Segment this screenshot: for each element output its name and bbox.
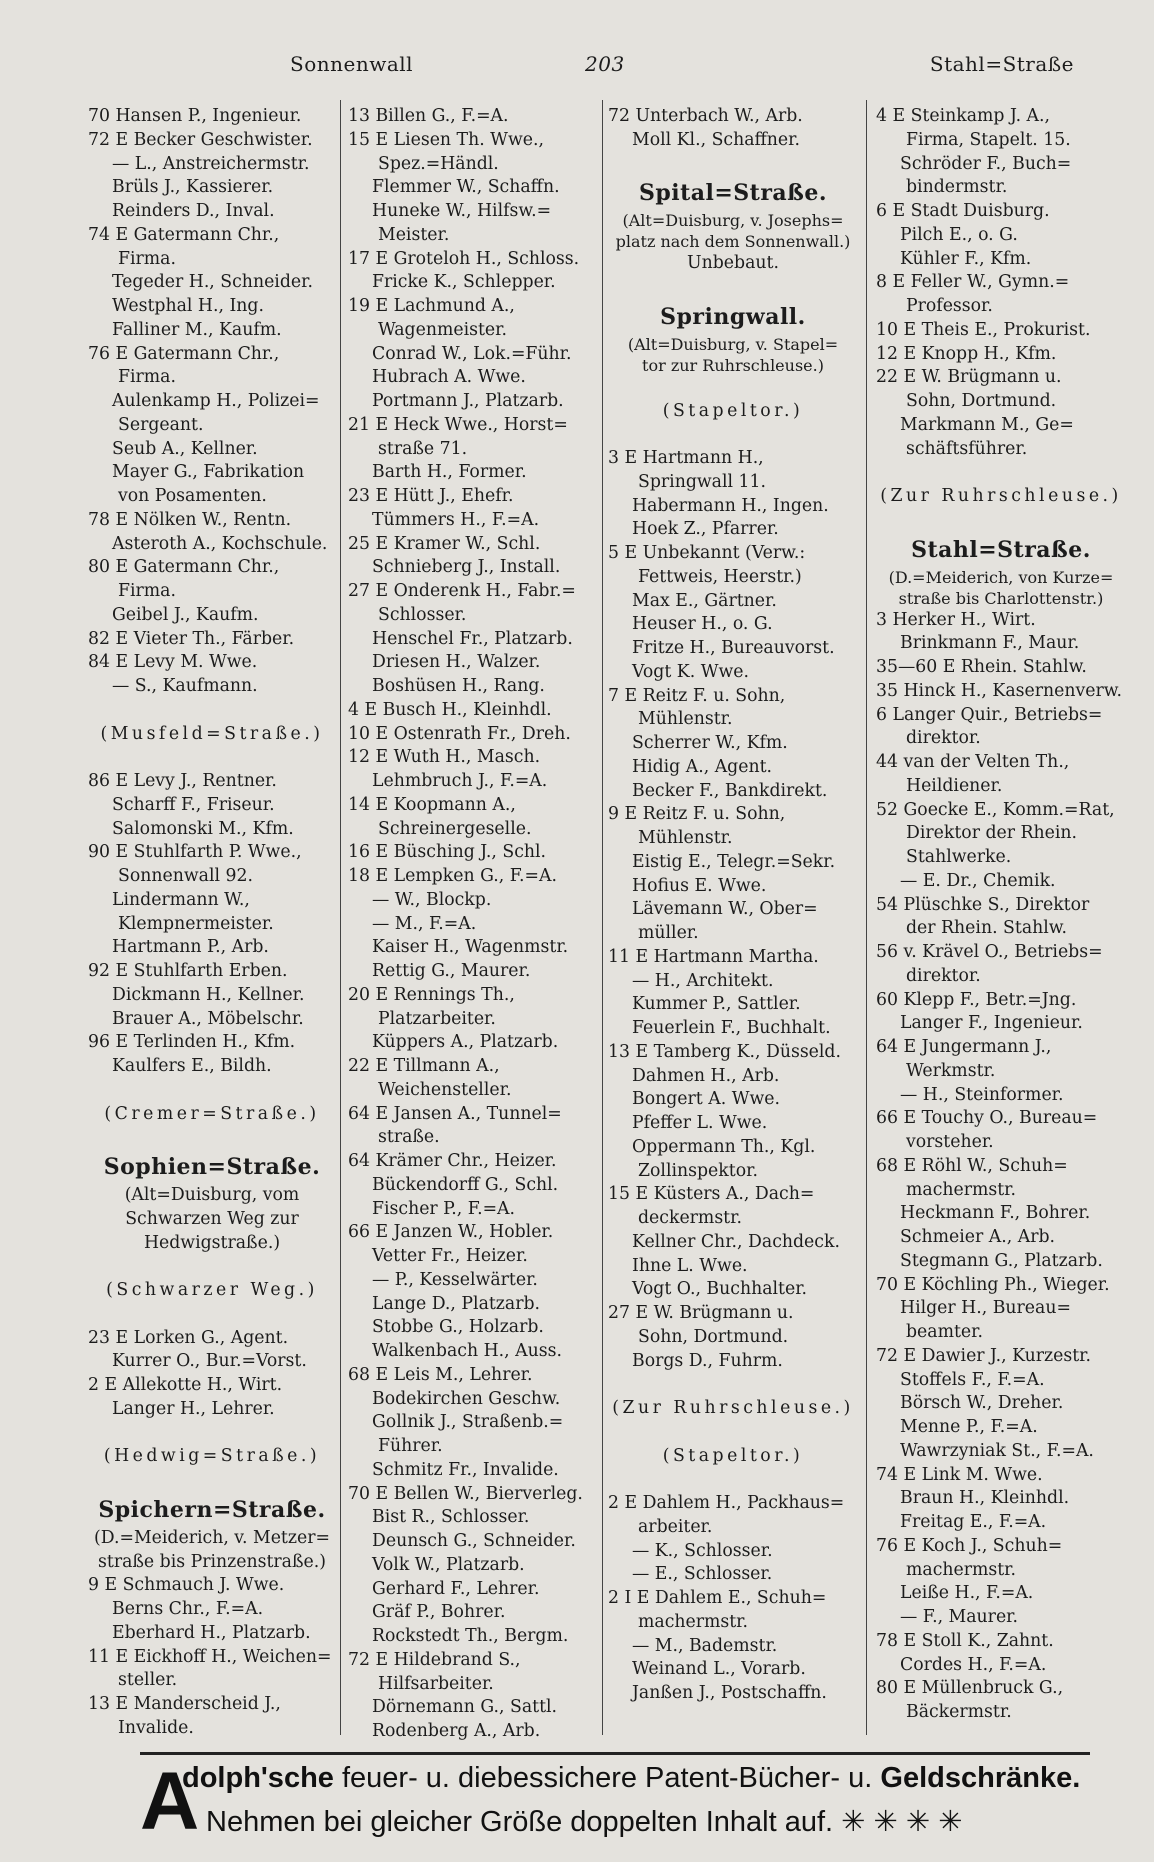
- directory-entry: Salomonski M., Kfm.: [112, 818, 294, 839]
- directory-entry: 44 van der Velten Th.,: [876, 752, 1070, 772]
- street-description: straße bis Charlottenstr.): [898, 588, 1104, 608]
- directory-entry: Janßen J., Postschaffn.: [632, 1683, 827, 1703]
- directory-entry: — L., Anstreichermstr.: [112, 153, 310, 174]
- directory-entry: — E., Schlosser.: [632, 1564, 773, 1585]
- directory-entry: Tegeder H., Schneider.: [112, 272, 313, 293]
- directory-entry: Berns Chr., F.=A.: [112, 1599, 264, 1619]
- directory-entry: Pilch E., o. G.: [900, 224, 1018, 245]
- directory-entry: 20 E Rennings Th.,: [348, 984, 515, 1005]
- directory-entry: 4 E Busch H., Kleinhdl.: [348, 699, 552, 720]
- directory-entry: Hoek Z., Pfarrer.: [632, 519, 779, 540]
- directory-entry: Pfeffer L. Wwe.: [632, 1113, 768, 1133]
- directory-entry: 70 E Bellen W., Bierverleg.: [348, 1483, 583, 1504]
- spacer: [88, 699, 336, 723]
- directory-entry: 2 E Allekotte H., Wirt.: [88, 1375, 283, 1395]
- directory-entry: 9 E Reitz F. u. Sohn,: [608, 804, 786, 825]
- directory-entry: — K., Schlosser.: [632, 1540, 773, 1561]
- directory-entry: Mühlenstr.: [638, 709, 733, 730]
- directory-entry: Kurrer O., Bur.=Vorst.: [112, 1351, 307, 1372]
- directory-entry: Firma, Stapelt. 15.: [906, 129, 1071, 150]
- directory-entry: Schreinergeselle.: [378, 818, 532, 839]
- spacer: [876, 461, 1126, 485]
- street-description: (D.=Meiderich, von Kurze=: [888, 567, 1114, 587]
- directory-entry: — H., Steinformer.: [900, 1084, 1064, 1105]
- directory-entry: Barth H., Former.: [372, 462, 527, 483]
- spacer: [88, 1303, 336, 1327]
- directory-entry: machermstr.: [638, 1611, 749, 1632]
- advert-product: feuer- u. diebessichere Patent-Bücher- u.: [333, 1762, 881, 1794]
- directory-entry: 35 Hinck H., Kasernenverw.: [876, 680, 1122, 701]
- directory-entry: — P., Kesselwärter.: [372, 1269, 538, 1290]
- street-description: straße bis Prinzenstraße.): [98, 1551, 326, 1572]
- directory-entry: Deunsch G., Schneider.: [372, 1531, 576, 1551]
- street-heading: Spital=Straße.: [638, 180, 828, 207]
- directory-entry: Eberhard H., Platzarb.: [112, 1622, 311, 1643]
- column-divider: [340, 100, 341, 1735]
- directory-entry: Aulenkamp H., Polizei=: [112, 391, 320, 411]
- directory-entry: Schröder F., Buch=: [900, 153, 1072, 174]
- directory-entry: Brüls J., Kassierer.: [112, 177, 274, 198]
- directory-entry: 15 E Liesen Th. Wwe.,: [348, 129, 544, 150]
- cross-street-label: (Schwarzer Weg.): [106, 1280, 318, 1300]
- directory-entry: 14 E Koopmann A.,: [348, 794, 516, 815]
- directory-entry: 22 E W. Brügmann u.: [876, 367, 1062, 388]
- directory-entry: 64 Krämer Chr., Heizer.: [348, 1151, 557, 1171]
- advert-company: dolph'sche: [182, 1762, 334, 1794]
- directory-entry: 23 E Lorken G., Agent.: [88, 1327, 289, 1348]
- directory-entry: 10 E Theis E., Prokurist.: [876, 319, 1091, 340]
- directory-entry: 86 E Levy J., Rentner.: [88, 771, 277, 791]
- column-4: [876, 105, 1126, 1725]
- directory-entry: Dickmann H., Kellner.: [112, 984, 305, 1005]
- directory-entry: Direktor der Rhein.: [906, 823, 1078, 844]
- street-description: Unbebaut.: [687, 253, 779, 274]
- directory-entry: Volk W., Platzarb.: [372, 1554, 525, 1575]
- directory-entry: 72 E Becker Geschwister.: [88, 129, 313, 150]
- street-description: (Alt=Duisburg, v. Josephs=: [622, 211, 844, 231]
- directory-entry: Gollnik J., Straßenb.=: [372, 1412, 564, 1433]
- directory-entry: — H., Architekt.: [632, 970, 774, 991]
- directory-entry: Portmann J., Platzarb.: [372, 391, 564, 411]
- directory-entry: Spez.=Händl.: [378, 153, 499, 174]
- directory-entry: 3 Herker H., Wirt.: [876, 609, 1036, 630]
- directory-entry: Hidig A., Agent.: [632, 756, 773, 777]
- cross-street-label: (Stapeltor.): [662, 400, 804, 421]
- spacer: [88, 1422, 336, 1446]
- directory-entry: Vogt O., Buchhalter.: [632, 1279, 808, 1300]
- directory-entry: Tümmers H., F.=A.: [372, 509, 540, 530]
- directory-entry: Platzarbeiter.: [378, 1008, 496, 1029]
- directory-entry: Firma.: [118, 581, 176, 601]
- directory-entry: 80 E Müllenbruck G.,: [876, 1678, 1064, 1699]
- directory-entry: straße.: [378, 1127, 440, 1148]
- directory-entry: 82 E Vieter Th., Färber.: [88, 628, 295, 649]
- header-right-street: Stahl=Straße: [929, 52, 1074, 76]
- directory-entry: 64 E Jungermann J.,: [876, 1037, 1052, 1057]
- directory-entry: 92 E Stuhlfarth Erben.: [88, 961, 288, 981]
- street-description: Hedwigstraße.): [143, 1232, 281, 1253]
- directory-entry: Hartmann P., Arb.: [112, 937, 269, 958]
- spacer: [608, 423, 858, 447]
- directory-entry: Markmann M., Ge=: [900, 414, 1074, 435]
- directory-entry: Wawrzyniak St., F.=A.: [900, 1440, 1094, 1461]
- directory-entry: Henschel Fr., Platzarb.: [372, 628, 573, 649]
- directory-entry: Bodekirchen Geschw.: [372, 1388, 561, 1409]
- column-divider: [602, 100, 603, 1735]
- directory-entry: 54 Plüschke S., Direktor: [876, 894, 1090, 915]
- directory-entry: Firma.: [118, 367, 176, 388]
- directory-entry: Oppermann Th., Kgl.: [632, 1136, 816, 1157]
- directory-entry: 11 E Hartmann Martha.: [608, 946, 819, 967]
- directory-entry: Invalide.: [118, 1717, 194, 1738]
- directory-entry: Firma.: [118, 248, 176, 269]
- directory-entry: 6 Langer Quir., Betriebs=: [876, 704, 1103, 725]
- directory-entry: Bongert A. Wwe.: [632, 1089, 780, 1110]
- directory-entry: Dahmen H., Arb.: [632, 1065, 780, 1086]
- spacer: [88, 1079, 336, 1103]
- directory-entry: Fischer P., F.=A.: [372, 1198, 516, 1219]
- directory-entry: Rockstedt Th., Bergm.: [372, 1626, 569, 1646]
- directory-entry: Flemmer W., Schaffn.: [372, 177, 560, 198]
- directory-entry: 17 E Groteloh H., Schloss.: [348, 248, 580, 269]
- directory-entry: Schmeier A., Arb.: [900, 1227, 1056, 1247]
- directory-entry: 78 E Stoll K., Zahnt.: [876, 1630, 1054, 1651]
- page-number: 203: [585, 52, 625, 76]
- directory-entry: 2 I E Dahlem E., Schuh=: [608, 1588, 827, 1608]
- directory-entry: Geibel J., Kaufm.: [112, 604, 259, 625]
- street-description: platz nach dem Sonnenwall.): [615, 232, 851, 252]
- directory-entry: Springwall 11.: [638, 471, 767, 492]
- directory-entry: Klempnermeister.: [118, 913, 274, 934]
- directory-entry: direktor.: [906, 965, 981, 986]
- spacer: [608, 1373, 858, 1397]
- directory-entry: direktor.: [906, 728, 981, 749]
- directory-entry: Bückendorff G., Schl.: [372, 1174, 559, 1195]
- directory-entry: Mühlenstr.: [638, 828, 733, 848]
- directory-entry: Stobbe G., Holzarb.: [372, 1317, 544, 1338]
- directory-entry: Sergeant.: [118, 414, 204, 435]
- directory-entry: Dörnemann G., Sattl.: [372, 1697, 558, 1718]
- directory-entry: Führer.: [378, 1436, 443, 1456]
- directory-entry: Stahlwerke.: [906, 847, 1012, 867]
- directory-entry: 19 E Lachmund A.,: [348, 296, 515, 316]
- directory-entry: 12 E Knopp H., Kfm.: [876, 343, 1057, 364]
- directory-entry: Bist R., Schlosser.: [372, 1507, 530, 1528]
- directory-entry: 52 Goecke E., Komm.=Rat,: [876, 799, 1115, 820]
- directory-entry: Boshüsen H., Rang.: [372, 676, 545, 696]
- directory-entry: machermstr.: [906, 1559, 1017, 1580]
- directory-entry: müller.: [638, 923, 699, 943]
- directory-entry: 6 E Stadt Duisburg.: [876, 201, 1050, 221]
- directory-entry: Sohn, Dortmund.: [638, 1326, 789, 1347]
- directory-entry: Seub A., Kellner.: [112, 438, 258, 459]
- directory-entry: 9 E Schmauch J. Wwe.: [88, 1575, 285, 1596]
- directory-entry: Stoffels F., F.=A.: [900, 1369, 1045, 1390]
- directory-entry: 18 E Lempken G., F.=A.: [348, 866, 557, 886]
- street-description: (Alt=Duisburg, vom: [124, 1185, 300, 1205]
- street-description: Schwarzen Weg zur: [125, 1208, 299, 1229]
- cross-street-label: (Zur Ruhrschleuse.): [612, 1398, 854, 1418]
- directory-entry: Falliner M., Kaufm.: [112, 319, 282, 340]
- directory-entry: straße 71.: [378, 438, 468, 459]
- page-header: [90, 52, 1074, 92]
- directory-entry: 22 E Tillmann A.,: [348, 1056, 500, 1076]
- directory-entry: 25 E Kramer W., Schl.: [348, 533, 541, 554]
- directory-entry: 66 E Touchy O., Bureau=: [876, 1108, 1098, 1129]
- directory-entry: 66 E Janzen W., Hobler.: [348, 1222, 554, 1243]
- advert-initial: A: [140, 1756, 200, 1847]
- directory-entry: Fritze H., Bureauvorst.: [632, 638, 835, 658]
- directory-entry: Eistig E., Telegr.=Sekr.: [632, 851, 836, 872]
- directory-entry: 21 E Heck Wwe., Horst=: [348, 414, 568, 435]
- directory-entry: Langer H., Lehrer.: [112, 1398, 275, 1419]
- directory-entry: Kühler F., Kfm.: [900, 248, 1032, 269]
- directory-entry: Scharff F., Friseur.: [112, 794, 275, 815]
- directory-entry: Hilger H., Bureau=: [900, 1298, 1071, 1319]
- directory-entry: Heuser H., o. G.: [632, 614, 773, 635]
- directory-entry: Vogt K. Wwe.: [632, 661, 749, 682]
- directory-entry: — M., Bademstr.: [632, 1635, 778, 1656]
- directory-entry: 13 E Manderscheid J.,: [88, 1694, 281, 1714]
- advert-line-1: [182, 1762, 1080, 1795]
- directory-entry: 74 E Link M. Wwe.: [876, 1464, 1043, 1485]
- directory-entry: 76 E Gatermann Chr.,: [88, 343, 280, 364]
- directory-entry: 27 E Onderenk H., Fabr.=: [348, 581, 576, 601]
- street-heading: Springwall.: [660, 303, 806, 330]
- spacer: [608, 276, 858, 300]
- column-1: [88, 105, 336, 1741]
- directory-entry: steller.: [118, 1670, 178, 1691]
- spacer: [88, 746, 336, 770]
- directory-entry: Fettweis, Heerstr.): [638, 566, 802, 587]
- directory-entry: Kaulfers E., Bildh.: [112, 1056, 272, 1076]
- directory-entry: 72 Unterbach W., Arb.: [608, 106, 803, 126]
- directory-entry: Ihne L. Wwe.: [632, 1255, 748, 1276]
- directory-entry: Asteroth A., Kochschule.: [112, 533, 328, 554]
- spacer: [608, 1421, 858, 1445]
- spacer: [88, 1255, 336, 1279]
- directory-entry: Conrad W., Lok.=Führ.: [372, 343, 572, 364]
- directory-entry: Langer F., Ingenieur.: [900, 1013, 1083, 1034]
- directory-entry: Schnieberg J., Install.: [372, 557, 561, 578]
- directory-entry: Fricke K., Schlepper.: [372, 272, 556, 293]
- directory-entry: 72 E Hildebrand S.,: [348, 1649, 521, 1670]
- directory-entry: Bäckermstr.: [906, 1702, 1012, 1722]
- directory-entry: 12 E Wuth H., Masch.: [348, 747, 541, 768]
- directory-entry: Leiße H., F.=A.: [900, 1583, 1034, 1604]
- directory-entry: Lehmbruch J., F.=A.: [372, 771, 548, 791]
- directory-entry: Küppers A., Platzarb.: [372, 1032, 559, 1053]
- directory-entry: Brinkmann F., Maur.: [900, 633, 1080, 654]
- directory-entry: Sonnenwall 92.: [118, 866, 253, 886]
- column-3: [608, 105, 858, 1706]
- directory-entry: Becker F., Bankdirekt.: [632, 780, 828, 801]
- directory-entry: Kummer P., Sattler.: [632, 994, 801, 1015]
- advert-line-2: Nehmen bei gleicher Größe doppelten Inhalt auf. ✳ ✳ ✳ ✳: [206, 1806, 963, 1838]
- directory-entry: Gerhard F., Lehrer.: [372, 1578, 540, 1599]
- directory-entry: 64 E Jansen A., Tunnel=: [348, 1103, 562, 1124]
- directory-entry: Mayer G., Fabrikation: [112, 462, 305, 483]
- directory-entry: machermstr.: [906, 1179, 1017, 1200]
- directory-entry: 68 E Leis M., Lehrer.: [348, 1364, 533, 1385]
- directory-entry: Westphal H., Ing.: [112, 296, 264, 316]
- directory-entry: Hubrach A. Wwe.: [372, 367, 526, 388]
- directory-entry: 78 E Nölken W., Rentn.: [88, 509, 292, 530]
- directory-entry: Lange D., Platzarb.: [372, 1293, 541, 1314]
- directory-entry: Gräf P., Bohrer.: [372, 1602, 506, 1623]
- directory-entry: 11 E Eickhoff H., Weichen=: [88, 1646, 332, 1667]
- directory-entry: 2 E Dahlem H., Packhaus=: [608, 1493, 845, 1513]
- directory-entry: — M., F.=A.: [372, 913, 477, 934]
- directory-entry: Braun H., Kleinhdl.: [900, 1488, 1070, 1509]
- directory-entry: Freitag E., F.=A.: [900, 1512, 1047, 1532]
- spacer: [608, 1468, 858, 1492]
- directory-entry: Professor.: [906, 296, 993, 316]
- directory-entry: Börsch W., Dreher.: [900, 1393, 1064, 1414]
- directory-entry: deckermstr.: [638, 1208, 742, 1228]
- directory-entry: 3 E Hartmann H.,: [608, 448, 764, 468]
- street-heading: Stahl=Straße.: [911, 536, 1091, 563]
- directory-entry: Hilfsarbeiter.: [378, 1673, 494, 1694]
- directory-entry: 5 E Unbekannt (Verw.:: [608, 543, 806, 563]
- directory-entry: 15 E Küsters A., Dach=: [608, 1184, 815, 1205]
- cross-street-label: (Hedwig=Straße.): [103, 1446, 321, 1467]
- directory-entry: Werkmstr.: [906, 1060, 996, 1081]
- directory-entry: Zollinspektor.: [638, 1160, 758, 1181]
- directory-entry: Kaiser H., Wagenmstr.: [372, 937, 569, 958]
- directory-entry: 76 E Koch J., Schuh=: [876, 1535, 1063, 1556]
- street-description: (D.=Meiderich, v. Metzer=: [94, 1527, 330, 1548]
- directory-entry: 68 E Röhl W., Schuh=: [876, 1155, 1068, 1176]
- directory-entry: 74 E Gatermann Chr.,: [88, 224, 280, 245]
- advert-product-bold: Geldschränke.: [880, 1762, 1081, 1794]
- directory-entry: Lävemann W., Ober=: [632, 899, 818, 920]
- directory-entry: 4 E Steinkamp J. A.,: [876, 106, 1051, 126]
- spacer: [88, 1469, 336, 1493]
- directory-entry: — W., Blockp.: [372, 889, 492, 910]
- directory-entry: 23 E Hütt J., Ehefr.: [348, 486, 514, 506]
- directory-entry: Schlosser.: [378, 604, 467, 625]
- directory-entry: — E. Dr., Chemik.: [900, 870, 1056, 891]
- directory-entry: 72 E Dawier J., Kurzestr.: [876, 1345, 1092, 1366]
- directory-entry: schäftsführer.: [906, 438, 1028, 459]
- directory-entry: 56 v. Krävel O., Betriebs=: [876, 942, 1103, 962]
- directory-entry: Driesen H., Walzer.: [372, 652, 541, 673]
- spacer: [608, 153, 858, 177]
- directory-entry: 27 E W. Brügmann u.: [608, 1303, 794, 1323]
- directory-entry: von Posamenten.: [118, 486, 267, 506]
- spacer: [608, 376, 858, 400]
- directory-entry: 60 Klepp F., Betr.=Jng.: [876, 989, 1077, 1010]
- directory-entry: Heildiener.: [906, 775, 1003, 796]
- directory-entry: Brauer A., Möbelschr.: [112, 1008, 304, 1029]
- street-description: (Alt=Duisburg, v. Stapel=: [627, 334, 839, 354]
- directory-entry: Borgs D., Fuhrm.: [632, 1350, 783, 1371]
- directory-entry: 16 E Büsching J., Schl.: [348, 842, 547, 863]
- directory-entry: — F., Maurer.: [900, 1607, 1019, 1627]
- directory-entry: 8 E Feller W., Gymn.=: [876, 272, 1070, 293]
- directory-entry: Kellner Chr., Dachdeck.: [632, 1231, 840, 1252]
- advert-rule: [140, 1752, 1090, 1755]
- directory-entry: Cordes H., F.=A.: [900, 1654, 1047, 1675]
- spacer: [88, 1126, 336, 1150]
- street-heading: Spichern=Straße.: [98, 1496, 326, 1523]
- directory-entry: 10 E Ostenrath Fr., Dreh.: [348, 723, 571, 744]
- directory-entry: Rettig G., Maurer.: [372, 961, 531, 981]
- spacer: [876, 509, 1126, 533]
- directory-entry: Vetter Fr., Heizer.: [372, 1246, 528, 1266]
- directory-entry: Feuerlein F., Buchhalt.: [632, 1018, 831, 1038]
- directory-entry: — S., Kaufmann.: [112, 676, 258, 696]
- directory-entry: Heckmann F., Bohrer.: [900, 1203, 1091, 1224]
- directory-entry: 84 E Levy M. Wwe.: [88, 652, 258, 673]
- directory-entry: 35—60 E Rhein. Stahlw.: [876, 657, 1087, 677]
- directory-entry: 7 E Reitz F. u. Sohn,: [608, 685, 786, 706]
- directory-entry: Menne P., F.=A.: [900, 1417, 1038, 1437]
- directory-entry: 13 E Tamberg K., Düsseld.: [608, 1041, 841, 1062]
- directory-entry: Weinand L., Vorarb.: [632, 1659, 806, 1680]
- directory-entry: 80 E Gatermann Chr.,: [88, 557, 280, 578]
- directory-entry: Walkenbach H., Auss.: [372, 1341, 562, 1361]
- directory-entry: Scherrer W., Kfm.: [632, 733, 788, 753]
- directory-entry: 96 E Terlinden H., Kfm.: [88, 1032, 296, 1053]
- directory-entry: Rodenberg A., Arb.: [372, 1721, 541, 1741]
- column-2: [348, 105, 598, 1744]
- directory-entry: Sohn, Dortmund.: [906, 391, 1057, 411]
- directory-entry: 70 E Köchling Ph., Wieger.: [876, 1274, 1110, 1295]
- directory-entry: 70 Hansen P., Ingenieur.: [88, 106, 302, 126]
- directory-entry: 90 E Stuhlfarth P. Wwe.,: [88, 842, 302, 863]
- directory-entry: beamter.: [906, 1322, 984, 1342]
- directory-entry: Huneke W., Hilfsw.=: [372, 201, 552, 221]
- directory-entry: Stegmann G., Platzarb.: [900, 1250, 1103, 1271]
- cross-street-label: (Stapeltor.): [662, 1445, 804, 1466]
- directory-entry: bindermstr.: [906, 177, 1008, 198]
- street-heading: Sophien=Straße.: [103, 1154, 321, 1180]
- directory-entry: Meister.: [378, 224, 450, 245]
- cross-street-label: (Zur Ruhrschleuse.): [880, 486, 1122, 506]
- directory-entry: arbeiter.: [638, 1516, 713, 1537]
- header-left-street: Sonnenwall: [290, 52, 414, 76]
- directory-entry: Reinders D., Inval.: [112, 201, 275, 221]
- directory-entry: 13 Billen G., F.=A.: [348, 106, 509, 126]
- column-divider: [866, 100, 867, 1735]
- directory-entry: Hofius E. Wwe.: [632, 875, 767, 896]
- directory-entry: Lindermann W.,: [112, 889, 250, 910]
- directory-entry: Wagenmeister.: [378, 319, 508, 340]
- cross-street-label: (Cremer=Straße.): [104, 1103, 320, 1124]
- street-description: tor zur Ruhrschleuse.): [642, 355, 824, 375]
- directory-entry: Habermann H., Ingen.: [632, 495, 829, 516]
- directory-entry: Moll Kl., Schaffner.: [632, 129, 801, 150]
- directory-entry: der Rhein. Stahlw.: [906, 918, 1068, 939]
- cross-street-label: (Musfeld=Straße.): [100, 723, 324, 744]
- directory-entry: vorsteher.: [906, 1132, 994, 1152]
- directory-entry: Weichensteller.: [378, 1079, 512, 1100]
- directory-entry: Max E., Gärtner.: [632, 590, 777, 611]
- directory-entry: Schmitz Fr., Invalide.: [372, 1459, 559, 1480]
